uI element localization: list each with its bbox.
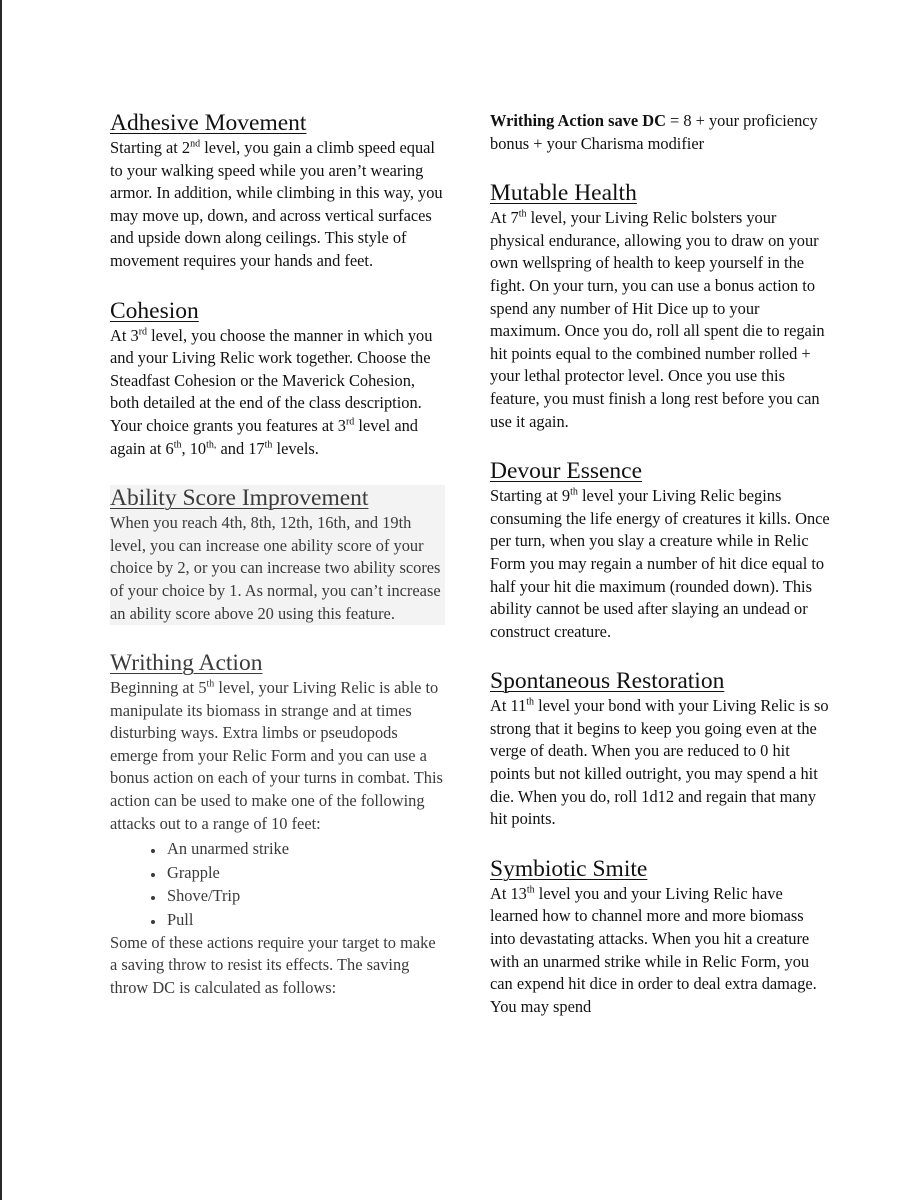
paragraph-spontaneous-restoration: At 11th level your bond with your Living Relic is so strong that it begins to keep you going even at the verge of death. When you are reduced to 0 hit points but not killed outright, you may spend a hit die. When you do, roll 1d12 and regain that many hit points. [490,696,829,829]
paragraph-cohesion: At 3rd level, you choose the manner in which you and your Living Relic work together. Choose the Steadfast Cohesion or the Maverick Cohesion, both detailed at the end of the class description. Your choice grants you features at 3rd level and again at 6th, $10^{th,}$ and 17th levels. [110,325,433,458]
left-column [110,110,445,1024]
section-writhing-action [110,650,445,999]
section-mutable-health [490,180,830,433]
heading-writhing-action: Writhing Action [110,650,263,677]
section-symbiotic-smite [490,856,830,1019]
paragraph-adhesive-movement: Starting at 2nd level, you gain a climb speed equal to your walking speed while you aren’t wearing armor. In addition, while climbing in this way, you may move up, down, and across vertical surfaces and upside down along ceilings. This style of movement requires your hands and feet. [110,138,443,270]
paragraph-ability-score-improvement: When you reach 4th, 8th, 12th, 16th, and 19th level, you can increase one ability score of your choice by 2, or you can increase two ability scores of your choice by 1. As normal, you can’t increase an ability score above 20 using this feature. [110,512,445,625]
section-devour-essence [490,458,830,643]
heading-ability-score-improvement: Ability Score Improvement [110,485,445,512]
section-cohesion [110,298,445,461]
heading-cohesion: Cohesion [110,297,199,324]
paragraph-symbiotic-smite: At 13th level you and your Living Relic have learned how to channel more and more biomass into devastating attacks. When you hit a creature with an unarmed strike while in Relic Form, you can expend hit dice in order to deal extra damage. You may spend [490,883,817,1016]
list-item: • Grapple [165,861,445,885]
section-spontaneous-restoration [490,668,830,831]
paragraph-saving-throw: Some of these actions require your target to make a saving throw to resist its effects. The saving throw DC is calculated as follows: [110,932,436,997]
paragraph-devour-essence: Starting at 9th level your Living Relic begins consuming the life energy of creatures it kills. Once per turn, when you slay a creature while in Relic Form you may regain a number of hit dice equal to half your hit die maximum (rounded down). This ability cannot be used after slaying an undead or construct creature. [490,486,830,641]
paragraph-save-dc: Writhing Action save DC = 8 + your proficiency bonus + your Charisma modifier [490,111,818,153]
heading-mutable-health: Mutable Health [490,180,637,207]
page-left-border [0,0,2,1200]
list-item: • An unarmed strike [165,837,445,861]
heading-symbiotic-smite: Symbiotic Smite [490,855,648,882]
right-column [490,110,830,1043]
heading-adhesive-movement: Adhesive Movement [110,110,307,136]
list-item: • Pull [165,908,445,932]
heading-devour-essence: Devour Essence [490,458,643,485]
paragraph-writhing-action: Beginning at 5th level, your Living Relic is able to manipulate its biomass in strange and at times disturbing ways. Extra limbs or pseudopods emerge from your Relic Form and you can use a bonus action on each of your turns in combat. This action can be used to make one of the following attacks out to a range of 10 feet: [110,678,443,833]
paragraph-mutable-health: At 7th level, your Living Relic bolsters your physical endurance, allowing you to draw on your own wellspring of health to keep yourself in the fight. On your turn, you can use a bonus action to spend any number of Hit Dice up to your maximum. Once you do, roll all spent die to regain hit points equal to the combined number rolled + your lethal protector level. Once you use this feature, you must finish a long rest before you can use it again. [490,208,825,431]
section-ability-score-improvement [110,485,445,625]
section-adhesive-movement [110,110,445,273]
section-save-dc [490,110,830,155]
list-item: • Shove/Trip [165,884,445,908]
heading-spontaneous-restoration: Spontaneous Restoration [490,668,725,695]
attack-options-list [110,837,445,931]
